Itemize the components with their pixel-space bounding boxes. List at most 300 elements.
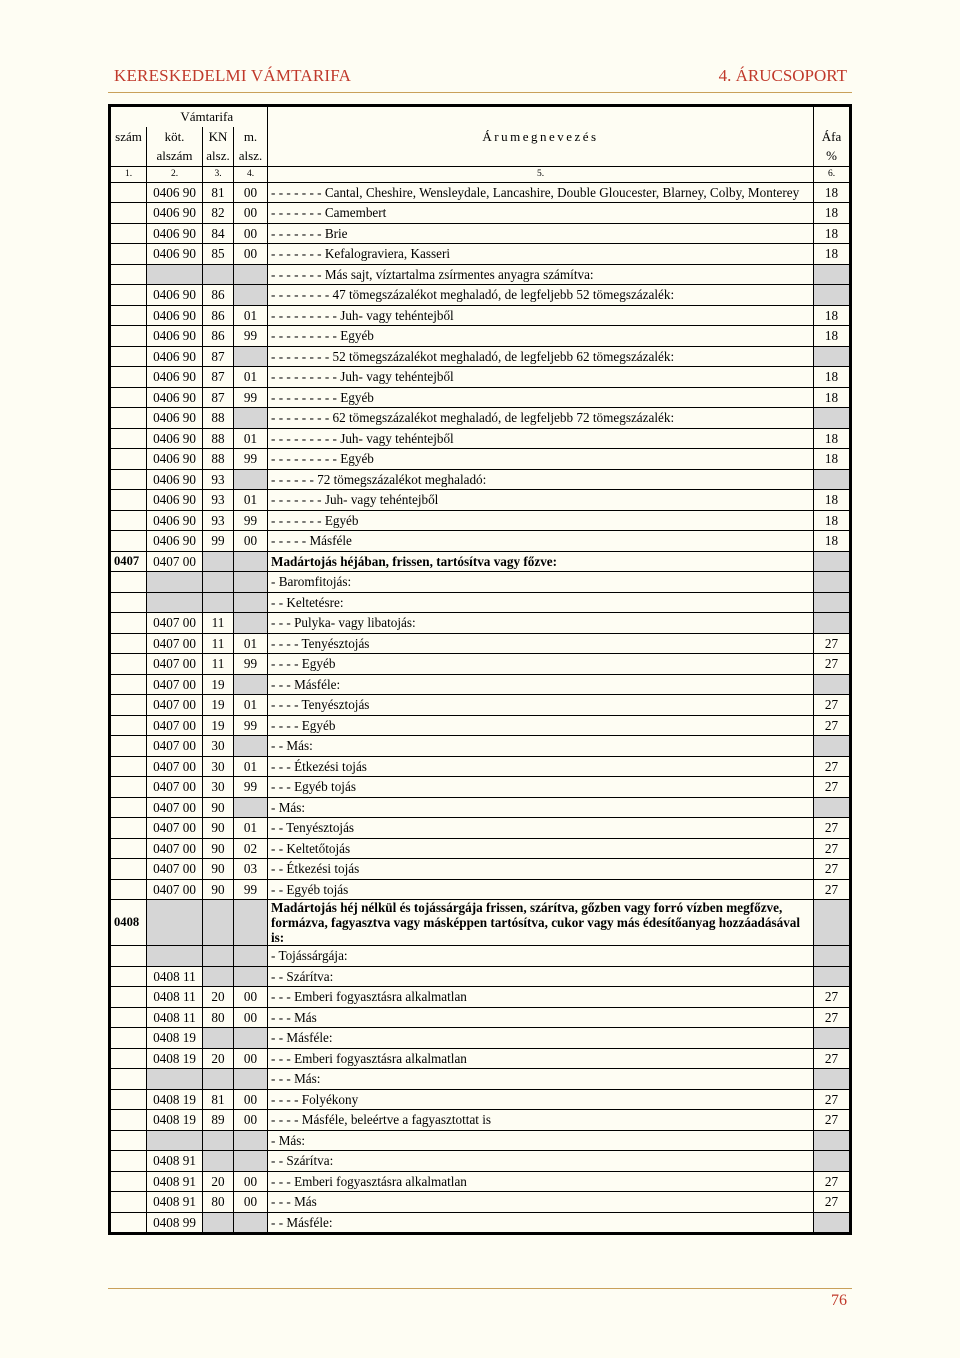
m-alszam-cell: 01: [234, 428, 268, 449]
pct-heading: %: [814, 146, 851, 166]
kot-alszam-cell: 0407 00: [147, 879, 203, 900]
tariff-table-body: [110, 106, 851, 1234]
m-alszam-cell: 99: [234, 326, 268, 347]
table-row: [110, 736, 851, 757]
kn-alszam-cell: 80: [203, 1007, 234, 1028]
kot-alszam-cell: 0407 00: [147, 777, 203, 798]
kn-alszam-cell: 81: [203, 182, 234, 203]
afa-cell: 18: [814, 244, 851, 265]
szam-cell: [110, 797, 147, 818]
kn-alszam-cell: 90: [203, 797, 234, 818]
afa-cell: 18: [814, 428, 851, 449]
szam-cell: [110, 592, 147, 613]
afa-cell: [814, 285, 851, 306]
afa-cell: [814, 264, 851, 285]
table-row: [110, 879, 851, 900]
afa-cell: 18: [814, 203, 851, 224]
table-row: [110, 1048, 851, 1069]
szam-cell: [110, 736, 147, 757]
header-divider: [108, 92, 852, 93]
table-row: [110, 469, 851, 490]
m-alszam-cell: 01: [234, 756, 268, 777]
afa-cell: 27: [814, 1007, 851, 1028]
afa-cell: 27: [814, 987, 851, 1008]
footer-divider: [108, 1288, 852, 1289]
table-row: [110, 572, 851, 593]
kot-alszam-cell: 0407 00: [147, 859, 203, 880]
kn-alszam-cell: 11: [203, 613, 234, 634]
kn-alszam-cell: [203, 946, 234, 967]
szam-cell: [110, 674, 147, 695]
table-row: [110, 182, 851, 203]
vamtarifa-heading: Vámtarifa: [147, 106, 268, 127]
szam-cell: [110, 838, 147, 859]
kn-alszam-cell: 85: [203, 244, 234, 265]
table-row: [110, 818, 851, 839]
arumegnevezes-heading: Árumegnevezés: [268, 127, 814, 147]
kot-alszam-cell: 0406 90: [147, 428, 203, 449]
description-cell: - - Másféle:: [268, 1028, 814, 1049]
szam-cell: [110, 987, 147, 1008]
m-alszam-cell: 00: [234, 244, 268, 265]
description-cell: - - - Emberi fogyasztásra alkalmatlan: [268, 1048, 814, 1069]
description-cell: - - - Más: [268, 1007, 814, 1028]
kot-alszam-cell: [147, 900, 203, 946]
m-alszam-cell: 00: [234, 1110, 268, 1131]
kn-alszam-cell: [203, 1069, 234, 1090]
table-row: [110, 531, 851, 552]
kn-alszam-cell: 89: [203, 1110, 234, 1131]
description-cell: - - - - - - - - - Juh- vagy tehéntejből: [268, 428, 814, 449]
table-row: [110, 244, 851, 265]
table-row: [110, 387, 851, 408]
kot-alszam-cell: 0408 91: [147, 1171, 203, 1192]
header-title: KERESKEDELMI VÁMTARIFA: [114, 66, 352, 85]
afa-cell: 27: [814, 859, 851, 880]
table-row: [110, 1089, 851, 1110]
szam-cell: [110, 777, 147, 798]
m-alszam-cell: 03: [234, 859, 268, 880]
kn-alszam-cell: 90: [203, 879, 234, 900]
szam-cell: [110, 1130, 147, 1151]
description-cell: - - - - - - - Brie: [268, 223, 814, 244]
table-row: [110, 346, 851, 367]
kn-alszam-cell: 19: [203, 674, 234, 695]
kn-alszam-cell: [203, 900, 234, 946]
m-alszam-cell: [234, 408, 268, 429]
description-cell: - - Egyéb tojás: [268, 879, 814, 900]
afa-cell: [814, 613, 851, 634]
afa-cell: 18: [814, 490, 851, 511]
m-alszam-cell: 01: [234, 490, 268, 511]
kot-alszam-cell: 0407 00: [147, 736, 203, 757]
kn-alszam-cell: 84: [203, 223, 234, 244]
kn-alszam-cell: [203, 592, 234, 613]
afa-cell: 18: [814, 510, 851, 531]
table-row: [110, 797, 851, 818]
kn-alszam-cell: [203, 1151, 234, 1172]
afa-cell: [814, 946, 851, 967]
description-cell: - - - - - - - Cantal, Cheshire, Wensleydale, Lancashire, Double Gloucester, Blarney, Colby, Monterey: [268, 182, 814, 203]
colnum-3: 3.: [203, 166, 234, 182]
afa-heading: Áfa: [814, 127, 851, 147]
afa-cell: 27: [814, 695, 851, 716]
kot-alszam-cell: 0408 11: [147, 1007, 203, 1028]
m-alszam-cell: [234, 1212, 268, 1234]
colnum-2: 2.: [147, 166, 203, 182]
kn-alszam-cell: 86: [203, 285, 234, 306]
afa-cell: [814, 966, 851, 987]
kot-alszam-cell: 0406 90: [147, 203, 203, 224]
m-alszam-cell: [234, 736, 268, 757]
afa-cell: 27: [814, 1192, 851, 1213]
table-row: [110, 777, 851, 798]
column-number-row: [110, 166, 851, 182]
kot-alszam-cell: [147, 1130, 203, 1151]
description-cell: - - Tenyésztojás: [268, 818, 814, 839]
description-cell: - - - - - Másféle: [268, 531, 814, 552]
afa-cell: [814, 1151, 851, 1172]
szam-heading: szám: [110, 127, 147, 147]
m-alszam-cell: [234, 1130, 268, 1151]
afa-cell: [814, 674, 851, 695]
m-alszam-cell: [234, 592, 268, 613]
afa-cell: 27: [814, 715, 851, 736]
kot-alszam-cell: 0407 00: [147, 613, 203, 634]
szam-cell: [110, 490, 147, 511]
kn-alszam-cell: 87: [203, 367, 234, 388]
kot-alszam-cell: 0408 19: [147, 1048, 203, 1069]
kot-alszam-cell: 0406 90: [147, 305, 203, 326]
kot-alszam-cell: [147, 572, 203, 593]
m-alszam-cell: [234, 572, 268, 593]
kot-alszam-cell: 0406 90: [147, 449, 203, 470]
afa-cell: [814, 736, 851, 757]
kot-alszam-cell: 0406 90: [147, 469, 203, 490]
description-cell: Madártojás héjában, frissen, tartósítva vagy főzve:: [268, 551, 814, 572]
kn-alszam-cell: [203, 572, 234, 593]
description-cell: - - - - Egyéb: [268, 654, 814, 675]
table-row: [110, 859, 851, 880]
table-row: [110, 203, 851, 224]
description-cell: - - - Más:: [268, 1069, 814, 1090]
kn-alszam-cell: [203, 1212, 234, 1234]
afa-cell: 27: [814, 654, 851, 675]
m-alszam-cell: 99: [234, 449, 268, 470]
m-alsz-heading: alsz.: [234, 146, 268, 166]
table-row: [110, 1028, 851, 1049]
kot-alszam-cell: 0408 99: [147, 1212, 203, 1234]
description-cell: - - Más:: [268, 736, 814, 757]
description-cell: - - - Egyéb tojás: [268, 777, 814, 798]
kot-alszam-cell: 0408 11: [147, 987, 203, 1008]
afa-cell: 27: [814, 777, 851, 798]
description-cell: - - - - - - - Egyéb: [268, 510, 814, 531]
afa-cell: 18: [814, 305, 851, 326]
afa-cell: [814, 1069, 851, 1090]
m-alszam-cell: 00: [234, 223, 268, 244]
afa-cell: [814, 346, 851, 367]
m-alszam-cell: 00: [234, 1089, 268, 1110]
afa-cell: 27: [814, 818, 851, 839]
szam-cell: [110, 1212, 147, 1234]
m-alszam-cell: 02: [234, 838, 268, 859]
afa-cell: [814, 551, 851, 572]
szam-cell: [110, 1192, 147, 1213]
description-cell: - - Étkezési tojás: [268, 859, 814, 880]
description-cell: - - Szárítva:: [268, 966, 814, 987]
table-row: [110, 223, 851, 244]
m-alszam-cell: 00: [234, 1007, 268, 1028]
m-alszam-cell: 01: [234, 695, 268, 716]
kn-alszam-cell: [203, 551, 234, 572]
header-chapter: 4. ÁRUCSOPORT: [718, 66, 847, 85]
description-cell: - - - - - - - Más sajt, víztartalma zsírmentes anyagra számítva:: [268, 264, 814, 285]
afa-cell: 27: [814, 1110, 851, 1131]
kot-alszam-cell: 0407 00: [147, 551, 203, 572]
m-alszam-cell: 00: [234, 182, 268, 203]
description-cell: - - - - - - - - - Juh- vagy tehéntejből: [268, 367, 814, 388]
kot-alszam-cell: 0408 91: [147, 1192, 203, 1213]
description-cell: - Baromfitojás:: [268, 572, 814, 593]
kot-alszam-cell: 0408 19: [147, 1110, 203, 1131]
table-row: [110, 1110, 851, 1131]
m-alszam-cell: 99: [234, 715, 268, 736]
m-alszam-cell: [234, 797, 268, 818]
kn-alszam-cell: 19: [203, 695, 234, 716]
m-alszam-cell: [234, 551, 268, 572]
m-alszam-cell: 99: [234, 777, 268, 798]
m-alszam-cell: 01: [234, 633, 268, 654]
description-cell: - Más:: [268, 1130, 814, 1151]
kot-alszam-cell: 0406 90: [147, 387, 203, 408]
kn-alszam-cell: 93: [203, 490, 234, 511]
table-row: [110, 264, 851, 285]
table-row: [110, 510, 851, 531]
kn-alszam-cell: 19: [203, 715, 234, 736]
description-cell: - - - - Folyékony: [268, 1089, 814, 1110]
szam-cell: [110, 1151, 147, 1172]
colnum-4: 4.: [234, 166, 268, 182]
m-alszam-cell: [234, 469, 268, 490]
kn-alszam-cell: 86: [203, 326, 234, 347]
szam-cell: [110, 946, 147, 967]
szam-cell: [110, 449, 147, 470]
table-row: [110, 966, 851, 987]
afa-cell: 27: [814, 1048, 851, 1069]
kn-alszam-cell: 93: [203, 469, 234, 490]
kot-alszam-cell: 0406 90: [147, 408, 203, 429]
table-row: [110, 633, 851, 654]
kot-alszam-cell: 0407 00: [147, 654, 203, 675]
szam-cell: 0407: [110, 551, 147, 572]
m-alszam-cell: [234, 966, 268, 987]
kot-alszam-cell: 0406 90: [147, 510, 203, 531]
description-cell: - - - - - - - Camembert: [268, 203, 814, 224]
szam-cell: [110, 244, 147, 265]
table-row: [110, 695, 851, 716]
table-row: [110, 756, 851, 777]
m-alszam-cell: 99: [234, 510, 268, 531]
m-alszam-cell: [234, 900, 268, 946]
kn-alszam-cell: 88: [203, 428, 234, 449]
kot-alszam-cell: 0407 00: [147, 715, 203, 736]
kn-alszam-cell: 20: [203, 987, 234, 1008]
szam-cell: [110, 469, 147, 490]
table-row: [110, 1130, 851, 1151]
m-alszam-cell: 01: [234, 367, 268, 388]
m-alszam-cell: 99: [234, 654, 268, 675]
kn-alszam-cell: [203, 264, 234, 285]
description-cell: - - - - - - - Kefalograviera, Kasseri: [268, 244, 814, 265]
m-alszam-cell: 00: [234, 1048, 268, 1069]
kot-alszam-cell: 0406 90: [147, 531, 203, 552]
description-cell: - - - - - - - - - Egyéb: [268, 387, 814, 408]
kot-alszam-cell: 0407 00: [147, 818, 203, 839]
afa-cell: [814, 797, 851, 818]
description-cell: - - Másféle:: [268, 1212, 814, 1234]
kn-alsz-heading: alsz.: [203, 146, 234, 166]
table-row: [110, 490, 851, 511]
kn-alszam-cell: 93: [203, 510, 234, 531]
szam-cell: [110, 285, 147, 306]
szam-cell: [110, 879, 147, 900]
kn-alszam-cell: 80: [203, 1192, 234, 1213]
szam-cell: [110, 1089, 147, 1110]
szam-cell: [110, 859, 147, 880]
table-row: [110, 654, 851, 675]
szam-cell: [110, 408, 147, 429]
szam-cell: [110, 510, 147, 531]
kn-alszam-cell: 88: [203, 449, 234, 470]
kn-alszam-cell: 30: [203, 756, 234, 777]
kot-alszam-cell: 0406 90: [147, 367, 203, 388]
szam-cell: [110, 182, 147, 203]
kot-alszam-cell: 0407 00: [147, 838, 203, 859]
afa-cell: 18: [814, 182, 851, 203]
m-alszam-cell: 99: [234, 387, 268, 408]
kot-alszam-cell: 0406 90: [147, 223, 203, 244]
kn-alszam-cell: [203, 966, 234, 987]
m-alszam-cell: [234, 264, 268, 285]
szam-cell: [110, 367, 147, 388]
m-alszam-cell: 01: [234, 305, 268, 326]
kot-alszam-cell: 0406 90: [147, 285, 203, 306]
kot-alszam-cell: 0406 90: [147, 346, 203, 367]
afa-cell: [814, 1212, 851, 1234]
kot-alszam-cell: 0407 00: [147, 633, 203, 654]
description-cell: - - Szárítva:: [268, 1151, 814, 1172]
kot-alszam-cell: 0406 90: [147, 490, 203, 511]
colnum-6: 6.: [814, 166, 851, 182]
kn-alszam-cell: 81: [203, 1089, 234, 1110]
afa-cell: 18: [814, 531, 851, 552]
table-row: [110, 613, 851, 634]
table-row: [110, 1192, 851, 1213]
kn-alszam-cell: 90: [203, 818, 234, 839]
table-row: [110, 305, 851, 326]
szam-cell: [110, 1007, 147, 1028]
description-cell: - - - - - - - Juh- vagy tehéntejből: [268, 490, 814, 511]
m-alszam-cell: [234, 946, 268, 967]
afa-cell: 27: [814, 879, 851, 900]
m-alszam-cell: [234, 1151, 268, 1172]
description-cell: - - - - Egyéb: [268, 715, 814, 736]
afa-cell: 27: [814, 756, 851, 777]
szam-cell: [110, 1110, 147, 1131]
szam-cell: [110, 1069, 147, 1090]
kot-alszam-cell: 0407 00: [147, 695, 203, 716]
table-row: [110, 900, 851, 946]
kn-heading: KN: [203, 127, 234, 147]
szam-cell: [110, 387, 147, 408]
afa-cell: 27: [814, 1089, 851, 1110]
colnum-5: 5.: [268, 166, 814, 182]
description-cell: - - - - - - - - - Juh- vagy tehéntejből: [268, 305, 814, 326]
szam-cell: 0408: [110, 900, 147, 946]
afa-cell: [814, 1130, 851, 1151]
description-cell: - - - - - - - - 62 tömegszázalékot meghaladó, de legfeljebb 72 tömegszázalék:: [268, 408, 814, 429]
description-cell: - - - - - - - - - Egyéb: [268, 326, 814, 347]
szam-cell: [110, 428, 147, 449]
page-number: 76: [831, 1292, 847, 1309]
afa-cell: 27: [814, 1171, 851, 1192]
afa-cell: [814, 408, 851, 429]
afa-cell: [814, 572, 851, 593]
szam-cell: [110, 223, 147, 244]
kot-alszam-cell: [147, 592, 203, 613]
table-row: [110, 674, 851, 695]
kn-alszam-cell: 90: [203, 838, 234, 859]
table-row: [110, 946, 851, 967]
table-header-row-1: [110, 106, 851, 127]
m-alszam-cell: [234, 674, 268, 695]
kot-alszam-cell: 0407 00: [147, 756, 203, 777]
table-header-row-2: [110, 127, 851, 147]
kot-alszam-cell: 0406 90: [147, 244, 203, 265]
kn-alszam-cell: 99: [203, 531, 234, 552]
kn-alszam-cell: 11: [203, 633, 234, 654]
szam-cell: [110, 695, 147, 716]
kot-alszam-cell: 0407 00: [147, 674, 203, 695]
table-header-row-3: [110, 146, 851, 166]
description-cell: - Tojássárgája:: [268, 946, 814, 967]
szam-cell: [110, 613, 147, 634]
kn-alszam-cell: 86: [203, 305, 234, 326]
szam-cell: [110, 572, 147, 593]
kn-alszam-cell: 20: [203, 1171, 234, 1192]
table-row: [110, 1212, 851, 1234]
table-row: [110, 1069, 851, 1090]
szam-cell: [110, 633, 147, 654]
table-row: [110, 326, 851, 347]
m-alszam-cell: 00: [234, 987, 268, 1008]
description-cell: - - - Másféle:: [268, 674, 814, 695]
table-row: [110, 367, 851, 388]
table-row: [110, 592, 851, 613]
szam-cell: [110, 1028, 147, 1049]
tariff-table: [108, 104, 852, 1235]
alszam-heading: alszám: [147, 146, 203, 166]
description-cell: Madártojás héj nélkül és tojássárgája frissen, szárítva, gőzben vagy forró vízben megfőzve, formázva, fagyasztva vagy másképpen tartósítva, cukor vagy más édesítőanyag hozzáadásával is:: [268, 900, 814, 946]
kot-alszam-cell: 0406 90: [147, 326, 203, 347]
table-row: [110, 1171, 851, 1192]
m-alszam-cell: [234, 346, 268, 367]
table-row: [110, 1151, 851, 1172]
kn-alszam-cell: [203, 1028, 234, 1049]
afa-cell: 18: [814, 387, 851, 408]
m-alszam-cell: 99: [234, 879, 268, 900]
